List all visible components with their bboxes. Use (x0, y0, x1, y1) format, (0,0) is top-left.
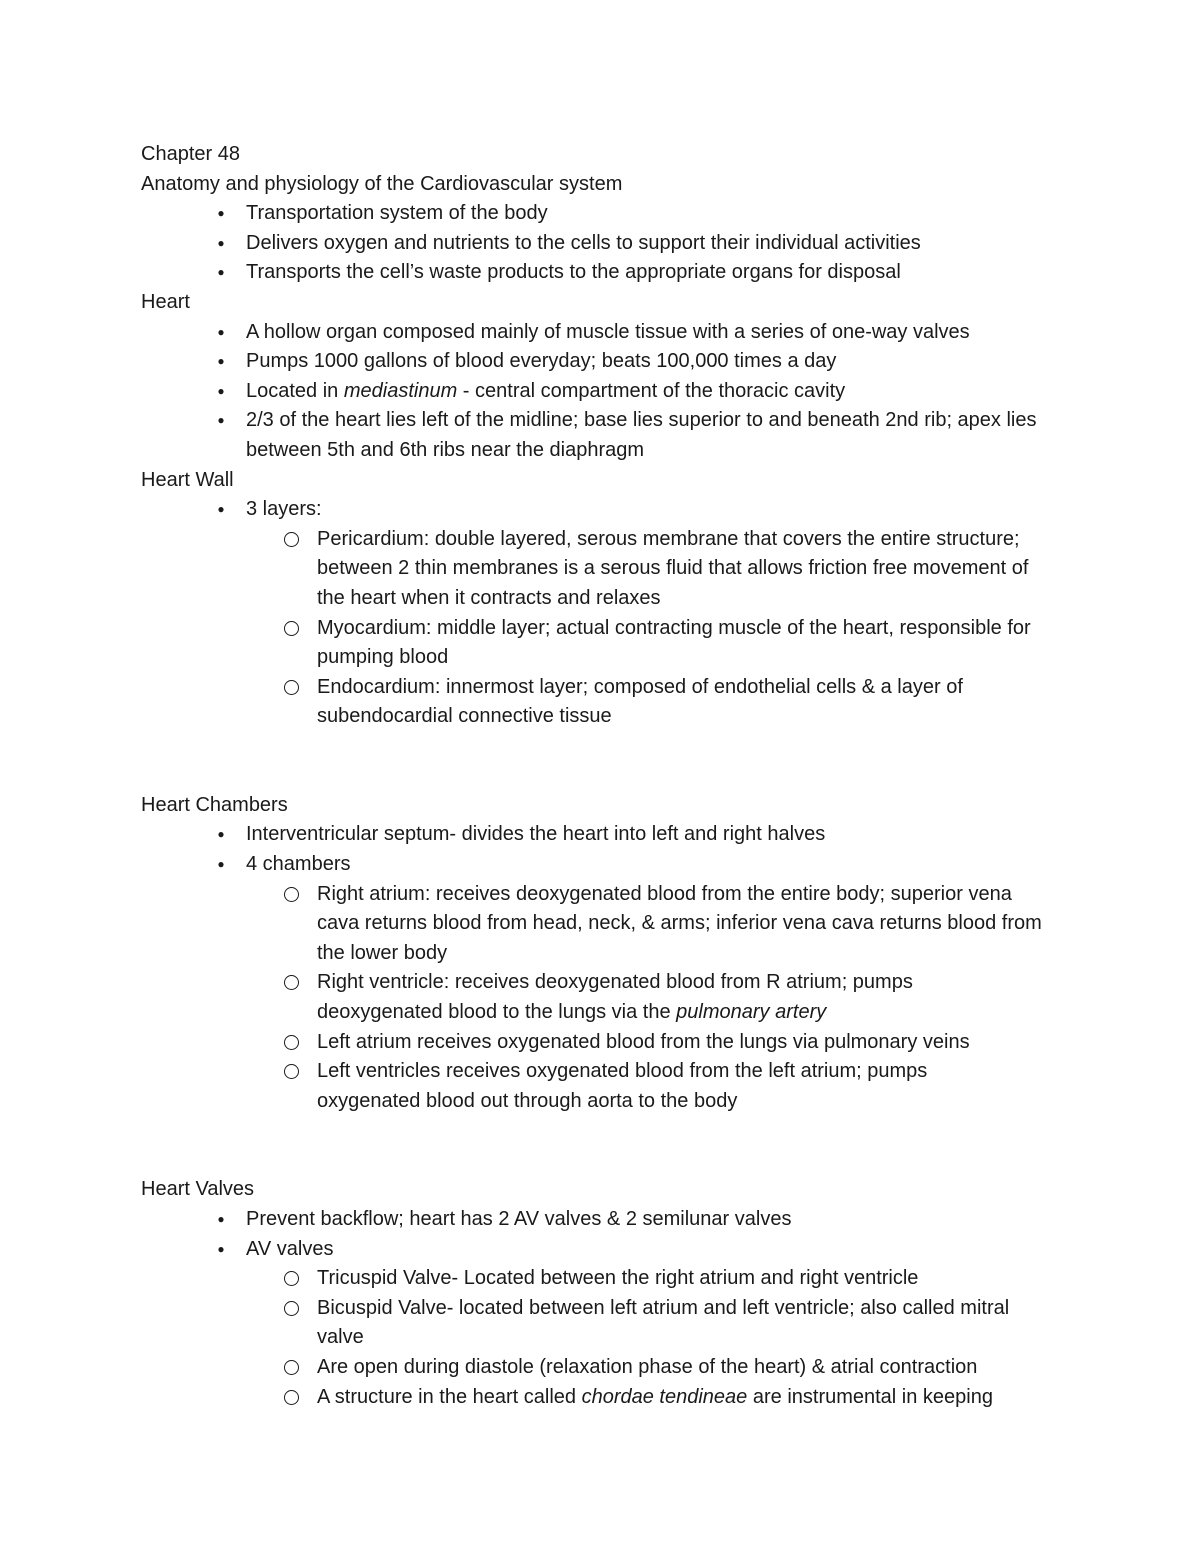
list-item: ● Interventricular septum- divides the heart into left and right halves (141, 820, 1071, 850)
sub-list-item: Myocardium: middle layer; actual contracting muscle of the heart, responsible for pumping blood (141, 614, 1071, 673)
section-heading-heart-valves: Heart Valves (141, 1178, 255, 1201)
heart-valves-list (141, 1205, 1071, 1264)
hollow-bullet-icon (281, 1028, 301, 1058)
sub-list-item: Bicuspid Valve- located between left atrium and left ventricle; also called mitral valve (141, 1294, 1071, 1353)
sub-list-item: A structure in the heart called chordae tendineae are instrumental in keeping (141, 1383, 1071, 1413)
bullet-icon (211, 347, 231, 379)
term-chordae-tendineae: chordae tendineae (581, 1385, 748, 1408)
bullet-icon (211, 1205, 231, 1237)
list-item: ● Located in mediastinum - central compartment of the thoracic cavity (141, 377, 1071, 407)
bullet-icon (211, 820, 231, 852)
heart-chambers-sublist (141, 880, 1071, 1117)
hollow-bullet-icon (281, 1264, 301, 1294)
sub-list-item: Right atrium: receives deoxygenated blood from the entire body; superior vena cava returns blood from head, neck, & arms; inferior vena cava returns blood from the lower body (141, 880, 1071, 969)
bullet-icon (211, 1235, 231, 1267)
term-mediastinum: mediastinum (343, 379, 458, 402)
sub-list-item: Left atrium receives oxygenated blood from the lungs via pulmonary veins (141, 1028, 1071, 1058)
sub-list-item: Pericardium: double layered, serous membrane that covers the entire structure; between 2 thin membranes is a serous fluid that allows friction free movement of the heart when it contracts and relaxes (141, 525, 1071, 614)
hollow-bullet-icon (281, 614, 301, 644)
list-item: ● AV valves (141, 1235, 1071, 1265)
bullet-icon (211, 377, 231, 409)
list-item: ● A hollow organ composed mainly of muscle tissue with a series of one-way valves (141, 318, 1071, 348)
bullet-icon (211, 318, 231, 350)
heart-valves-sublist (141, 1264, 1071, 1412)
bullet-icon (211, 229, 231, 261)
list-item: ● 2/3 of the heart lies left of the midline; base lies superior to and beneath 2nd rib; apex lies between 5th and 6th ribs near the diaphragm (141, 406, 1071, 465)
blank-space (141, 732, 1071, 791)
blank-space (141, 1116, 1071, 1175)
bullet-icon (211, 850, 231, 882)
sub-list-item: Endocardium: innermost layer; composed of endothelial cells & a layer of subendocardial connective tissue (141, 673, 1071, 732)
hollow-bullet-icon (281, 1057, 301, 1087)
list-item: ● Pumps 1000 gallons of blood everyday; beats 100,000 times a day (141, 347, 1071, 377)
list-item: ● 3 layers: (141, 495, 1071, 525)
section-heading-anatomy: Anatomy and physiology of the Cardiovascular system (141, 172, 623, 195)
heart-list (141, 318, 1071, 466)
heart-wall-sublist (141, 525, 1071, 732)
heart-chambers-list (141, 820, 1071, 879)
bullet-icon (211, 406, 231, 438)
hollow-bullet-icon (281, 880, 301, 910)
sub-list-item: Right ventricle: receives deoxygenated blood from R atrium; pumps deoxygenated blood to the lungs via the pulmonary artery (141, 968, 1071, 1027)
sub-list-item: Are open during diastole (relaxation phase of the heart) & atrial contraction (141, 1353, 1071, 1383)
sub-list-item: Left ventricles receives oxygenated blood from the left atrium; pumps oxygenated blood out through aorta to the body (141, 1057, 1071, 1116)
intro-list (141, 199, 1071, 288)
section-heading-heart: Heart (141, 290, 190, 313)
list-item: ● Prevent backflow; heart has 2 AV valves & 2 semilunar valves (141, 1205, 1071, 1235)
list-item: ● Delivers oxygen and nutrients to the cells to support their individual activities (141, 229, 1071, 259)
bullet-icon (211, 199, 231, 231)
heart-wall-list (141, 495, 1071, 525)
hollow-bullet-icon (281, 673, 301, 703)
sub-list-item: Tricuspid Valve- Located between the right atrium and right ventricle (141, 1264, 1071, 1294)
hollow-bullet-icon (281, 525, 301, 555)
section-heading-heart-chambers: Heart Chambers (141, 793, 288, 816)
hollow-bullet-icon (281, 1353, 301, 1383)
term-pulmonary-artery: pulmonary artery (676, 1001, 827, 1024)
chapter-title: Chapter 48 (141, 143, 240, 165)
hollow-bullet-icon (281, 1294, 301, 1324)
section-heading-heart-wall: Heart Wall (141, 468, 234, 491)
list-item: ● Transportation system of the body (141, 199, 1071, 229)
bullet-icon (211, 258, 231, 290)
document-body (141, 140, 1071, 1412)
list-item: ● Transports the cell’s waste products to the appropriate organs for disposal (141, 258, 1071, 288)
bullet-icon (211, 495, 231, 527)
hollow-bullet-icon (281, 1383, 301, 1413)
hollow-bullet-icon (281, 968, 301, 998)
list-item: ● 4 chambers (141, 850, 1071, 880)
